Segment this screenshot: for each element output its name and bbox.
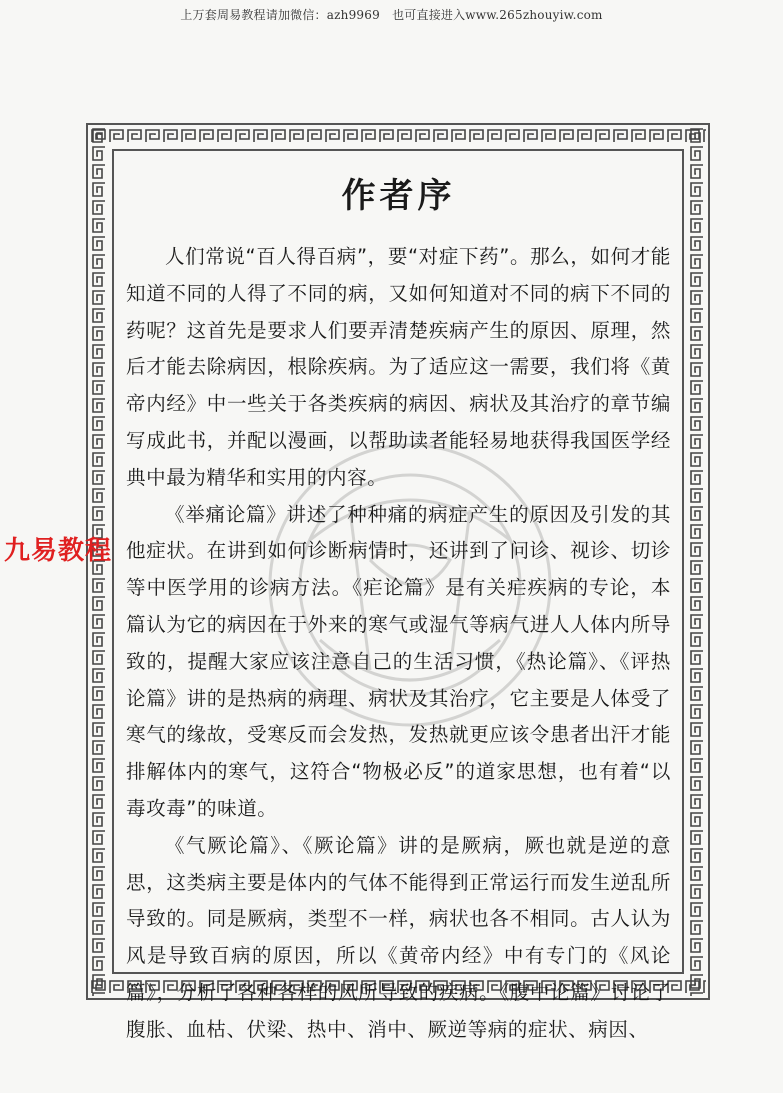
preface-content bbox=[126, 160, 671, 1049]
fret-pattern-right bbox=[688, 127, 706, 996]
page-title: 作者序 bbox=[341, 176, 456, 216]
paragraph-1: 人们常说“百人得百病”，要“对症下药”。那么，如何才能知道不同的人得了不同的病，又如何知道对不同的病下不同的药呢？这首先是要求人们要弄清楚疾病产生的原因、原理，然后才能去除病因，根除疾病。为了适应这一需要，我们将《黄帝内经》中一些关于各类疾病的病因、病状及其治疗的章节编写成此书，并配以漫画，以帮助读者能轻易地获得我国医学经典中最为精华和实用的内容。 bbox=[126, 245, 671, 489]
fret-pattern-top bbox=[90, 127, 706, 145]
header-note: 上万套周易教程请加微信：azh9969 也可直接进入www.265zhouyiw.com bbox=[180, 8, 603, 22]
paragraph-2: 《举痛论篇》讲述了种种痛的病症产生的原因及引发的其他症状。在讲到如何诊断病情时，还讲到了问诊、视诊、切诊等中医学用的诊病方法。《疟论篇》是有关疟疾病的专论，本篇认为它的病因在于外来的寒气或湿气等病气进人人体内所导致的，提醒大家应该注意自己的生活习惯，《热论篇》、《评热论篇》讲的是热病的病理、病状及其治疗，它主要是人体受了寒气的缘故，受寒反而会发热，发热就更应该令患者出汗才能排解体内的寒气，这符合“物极必反”的道家思想，也有着“以毒攻毒”的味道。 bbox=[126, 502, 671, 820]
red-watermark-text: 九易教程 bbox=[4, 536, 113, 566]
paragraph-3: 《气厥论篇》、《厥论篇》讲的是厥病，厥也就是逆的意思，这类病主要是体内的气体不能得到正常运行而发生逆乱所导致的。同是厥病，类型不一样，病状也各不相同。古人认为风是导致百病的原因，所以《黄帝内经》中有专门的《风论篇》，分析了各种各样的风所导致的疾病。《腹中论篇》讨论了腹胀、血枯、伏梁、热中、消中、厥逆等病的症状、病因、 bbox=[126, 833, 671, 1041]
